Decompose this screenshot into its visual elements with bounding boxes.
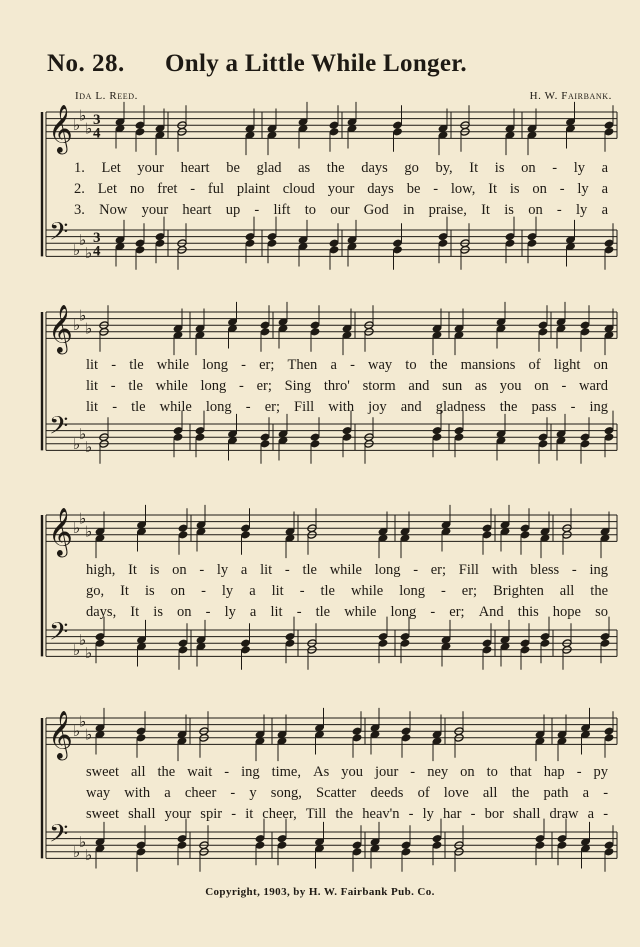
lyric-syllable: of (528, 357, 541, 373)
lyric-line (0, 160, 640, 180)
lyric-syllable: gladness (435, 399, 486, 415)
lyric-syllable: tle (315, 604, 331, 620)
lyric-syllable: - (570, 399, 576, 415)
lyric-syllable: a (587, 806, 595, 822)
lyric-syllable: - (603, 785, 609, 801)
lyric-syllable: lit (86, 399, 99, 415)
composer-credit: H. W. Fairbank. (529, 90, 612, 102)
lyric-syllable: is (149, 562, 160, 578)
flat-sign-icon: ♭ (79, 630, 87, 649)
flat-sign-icon: ♭ (85, 725, 93, 744)
flat-sign-icon: ♭ (79, 832, 87, 851)
time-signature-top: 3 (93, 112, 101, 129)
lyric-syllable: er; (264, 399, 280, 415)
lyric-syllable: with (328, 399, 355, 415)
flat-sign-icon: ♭ (79, 230, 87, 249)
lyric-syllable: time, (271, 764, 301, 780)
lyric-syllable: - (350, 357, 355, 373)
lyric-syllable: - (190, 181, 196, 197)
bass-clef-icon: 𝄢 (49, 411, 69, 447)
lyric-syllable: is (504, 202, 514, 218)
lyric-syllable: - (284, 562, 290, 578)
lyric-syllable: the (499, 399, 518, 415)
lyric-syllable: draw (549, 806, 579, 822)
lyric-syllable: - (296, 604, 302, 620)
lyric-syllable: the (511, 785, 530, 801)
lyric-syllable: long (200, 378, 227, 394)
treble-clef-icon: 𝄞 (48, 303, 73, 353)
hymn-number: No. 28. (47, 50, 125, 77)
lyric-syllable: is (145, 583, 155, 599)
lyric-syllable: while (351, 583, 384, 599)
lyric-syllable: long (399, 583, 425, 599)
lyric-syllable: ney (427, 764, 449, 780)
lyric-syllable: lit (260, 562, 273, 578)
lyric-syllable: cheer (184, 785, 217, 801)
lyric-syllable: - (199, 562, 205, 578)
lyric-syllable: be (406, 181, 421, 197)
time-signature-top: 3 (93, 230, 101, 247)
lyric-syllable: py (593, 764, 608, 780)
lyric-syllable: - (112, 399, 118, 415)
lyric-syllable: mansions (460, 357, 516, 373)
lyric-syllable: - (571, 562, 577, 578)
lyric-syllable: days (367, 181, 394, 197)
lyric-syllable: all (131, 764, 146, 780)
lyric-syllable: er; (259, 357, 275, 373)
lyric-syllable: ward (579, 378, 608, 394)
flat-sign-icon: ♭ (85, 846, 93, 865)
lyric-syllable: - (245, 399, 251, 415)
lyric-syllable: long (390, 604, 417, 620)
time-signature-bottom: 4 (93, 125, 101, 142)
lyric-syllable: tle (128, 378, 143, 394)
lyric-syllable: to (486, 764, 498, 780)
lyric-syllable: hap (543, 764, 565, 780)
bass-clef-icon: 𝄢 (49, 819, 69, 855)
lyric-syllable: a (330, 357, 337, 373)
lyric-syllable: and (408, 378, 430, 394)
lyric-syllable: - (299, 583, 305, 599)
lyric-syllable: on (528, 202, 543, 218)
lyric-syllable: - (230, 785, 236, 801)
lyric-syllable: thro' (323, 378, 350, 394)
lyric-syllable: - (603, 806, 609, 822)
lyric-syllable: ful (207, 181, 224, 197)
lyric-syllable: tle (320, 583, 335, 599)
flat-sign-icon: ♭ (73, 316, 81, 335)
flat-sign-icon: ♭ (85, 319, 93, 338)
lyric-syllable: all (559, 583, 575, 599)
lyric-line (0, 806, 640, 826)
lyric-syllable: Fill (458, 562, 479, 578)
lyric-syllable: by, (435, 160, 453, 176)
hymn-title: Only a Little While Longer. (165, 50, 467, 77)
treble-clef-icon: 𝄞 (48, 506, 73, 556)
lyric-syllable: while (156, 357, 190, 373)
lyric-syllable: this (517, 604, 539, 620)
lyric-syllable: long (374, 562, 401, 578)
flat-sign-icon: ♭ (79, 106, 87, 125)
lyric-syllable: ing (589, 562, 609, 578)
lyric-syllable: ly (573, 160, 585, 176)
lyric-syllable: a (582, 785, 590, 801)
lyric-syllable: on (532, 181, 547, 197)
lyric-syllable: jour (375, 764, 399, 780)
lyric-line (0, 604, 640, 624)
lyric-syllable: on (172, 562, 187, 578)
lyric-syllable: to (405, 357, 417, 373)
lyric-syllable: plaint (236, 181, 270, 197)
flat-sign-icon: ♭ (85, 244, 93, 263)
lyric-syllable: with (491, 562, 518, 578)
lyric-syllable: - (470, 806, 476, 822)
lyric-syllable: lit (86, 357, 99, 373)
lyric-line (0, 785, 640, 805)
lyric-syllable: Let (101, 160, 121, 176)
lyric-syllable: 3. (74, 202, 85, 218)
lyric-syllable: no (129, 181, 145, 197)
lyric-syllable: days (361, 160, 388, 176)
lyric-syllable: is (153, 604, 163, 620)
flat-sign-icon: ♭ (73, 240, 81, 259)
lyric-syllable: har (443, 806, 462, 822)
lyric-syllable: heart (180, 160, 210, 176)
lyric-syllable: a (164, 785, 171, 801)
flat-sign-icon: ♭ (85, 522, 93, 541)
lyric-syllable: sun (442, 378, 463, 394)
lyric-syllable: with (124, 785, 151, 801)
lyric-syllable: - (110, 378, 116, 394)
lyric-line (0, 378, 640, 398)
lyric-syllable: a (240, 562, 248, 578)
lyric-syllable: tle (129, 357, 144, 373)
lyric-syllable: It (128, 562, 137, 578)
lyric-syllable: 2. (74, 181, 85, 197)
lyric-syllable: ly (224, 604, 236, 620)
lyric-syllable: - (430, 604, 436, 620)
lyric-syllable: tle (302, 562, 317, 578)
lyric-syllable: - (111, 357, 117, 373)
lyric-syllable: - (561, 378, 567, 394)
lyric-syllable: way (368, 357, 393, 373)
lyric-syllable: your (327, 181, 355, 197)
lyric-syllable: as (298, 160, 311, 176)
flat-sign-icon: ♭ (73, 434, 81, 453)
lyric-syllable: a (601, 160, 609, 176)
lyric-syllable: while (329, 562, 362, 578)
lyric-syllable: bless (530, 562, 560, 578)
lyric-syllable: It (481, 202, 490, 218)
lyric-syllable: shall (513, 806, 541, 822)
lyric-syllable: ly (576, 202, 588, 218)
time-signature-bottom: 4 (93, 243, 101, 260)
lyric-syllable: fret (157, 181, 178, 197)
lyric-syllable: spir (200, 806, 223, 822)
lyric-syllable: Fill (294, 399, 315, 415)
lyric-syllable: bor (484, 806, 504, 822)
flat-sign-icon: ♭ (79, 424, 87, 443)
lyric-syllable: lift (273, 202, 291, 218)
lyric-syllable: It (120, 583, 129, 599)
lyric-syllable: deeds (370, 785, 404, 801)
lyric-syllable: your (141, 202, 169, 218)
lyric-syllable: sweet (86, 806, 120, 822)
lyric-syllable: - (410, 764, 416, 780)
flat-sign-icon: ♭ (79, 712, 87, 731)
lyric-syllable: on (593, 357, 608, 373)
lyric-syllable: Now (99, 202, 128, 218)
lyric-syllable: It (488, 181, 498, 197)
lyric-syllable: way (86, 785, 111, 801)
flat-sign-icon: ♭ (73, 640, 81, 659)
lyric-syllable: - (413, 562, 419, 578)
lyric-syllable: the (335, 806, 354, 822)
lyric-syllable: to (304, 202, 316, 218)
lyric-syllable: go (404, 160, 419, 176)
lyric-syllable: lit (270, 604, 283, 620)
lyric-syllable: As (313, 764, 330, 780)
bass-clef-icon: 𝄢 (49, 617, 69, 653)
lyric-line (0, 562, 640, 582)
lyric-syllable: tle (131, 399, 146, 415)
lyric-syllable: ly (422, 806, 434, 822)
lyric-syllable: heav'n (362, 806, 400, 822)
lyric-syllable: that (509, 764, 532, 780)
lyric-syllable: er; (449, 604, 465, 620)
lyric-syllable: on (521, 160, 536, 176)
lyric-syllable: ing (589, 399, 609, 415)
lyric-syllable: Till (305, 806, 327, 822)
lyric-syllable: Then (287, 357, 318, 373)
lyric-syllable: - (576, 764, 582, 780)
lyric-syllable: Scatter (316, 785, 357, 801)
flat-sign-icon: ♭ (73, 519, 81, 538)
lyric-syllable: - (231, 806, 237, 822)
lyric-syllable: go, (86, 583, 105, 599)
lyric-syllable: path (543, 785, 569, 801)
lyric-syllable: y (249, 785, 257, 801)
flat-sign-icon: ♭ (79, 306, 87, 325)
lyric-line (0, 764, 640, 784)
lyric-syllable: praise, (428, 202, 467, 218)
lyric-syllable: the (157, 764, 176, 780)
treble-clef-icon: 𝄞 (48, 709, 73, 759)
flat-sign-icon: ♭ (85, 644, 93, 663)
lyric-syllable: all (482, 785, 498, 801)
lyric-syllable: light (553, 357, 581, 373)
lyric-line (0, 399, 640, 419)
lyric-syllable: low, (450, 181, 476, 197)
lyric-syllable: while (155, 378, 188, 394)
lyric-line (0, 357, 640, 377)
lyric-syllable: - (224, 764, 230, 780)
lyric-syllable: - (441, 583, 446, 599)
lyric-syllable: in (403, 202, 415, 218)
lyric-syllable: - (559, 181, 565, 197)
flat-sign-icon: ♭ (79, 509, 87, 528)
lyric-syllable: ing (241, 764, 260, 780)
lyric-syllable: - (205, 604, 211, 620)
bass-clef-icon: 𝄢 (49, 217, 69, 253)
lyric-syllable: 1. (74, 160, 85, 176)
lyric-syllable: a (249, 604, 257, 620)
copyright-notice: Copyright, 1903, by H. W. Fairbank Pub. Co. (205, 886, 435, 898)
lyricist-credit: Ida L. Reed. (75, 90, 139, 102)
lyric-syllable: it (245, 806, 254, 822)
lyric-syllable: a (249, 583, 256, 599)
treble-clef-icon: 𝄞 (48, 103, 73, 153)
lyric-syllable: song, (270, 785, 302, 801)
lyric-syllable: on (534, 378, 549, 394)
flat-sign-icon: ♭ (73, 842, 81, 861)
lyric-syllable: er; (256, 378, 272, 394)
lyric-syllable: a (601, 181, 609, 197)
lyric-syllable: the (590, 583, 609, 599)
lyric-syllable: our (330, 202, 350, 218)
lyric-syllable: so (595, 604, 608, 620)
lyric-syllable: storm (362, 378, 396, 394)
lyric-syllable: - (552, 160, 558, 176)
flat-sign-icon: ♭ (73, 722, 81, 741)
lyric-syllable: you (341, 764, 363, 780)
lyric-syllable: er; (430, 562, 446, 578)
lyric-syllable: while (159, 399, 192, 415)
lyric-syllable: you (499, 378, 522, 394)
lyric-syllable: It (130, 604, 140, 620)
lyric-syllable: ly (577, 181, 589, 197)
lyric-syllable: Brighten (493, 583, 544, 599)
lyric-syllable: long (205, 399, 232, 415)
lyric-line (0, 202, 640, 222)
lyric-line (0, 583, 640, 603)
lyric-syllable: - (241, 357, 246, 373)
lyric-syllable: is (509, 181, 520, 197)
lyric-line (0, 181, 640, 201)
lyric-syllable: love (443, 785, 469, 801)
lyric-syllable: It (469, 160, 479, 176)
lyric-syllable: a (601, 202, 609, 218)
lyric-syllable: while (344, 604, 377, 620)
lyric-syllable: er; (461, 583, 478, 599)
lyric-syllable: - (433, 181, 439, 197)
flat-sign-icon: ♭ (85, 119, 93, 138)
lyric-syllable: - (254, 202, 260, 218)
lyric-syllable: ly (216, 562, 229, 578)
lyric-syllable: lit (86, 378, 99, 394)
lyric-syllable: God (363, 202, 389, 218)
flat-sign-icon: ♭ (73, 116, 81, 135)
lyric-syllable: on (460, 764, 475, 780)
lyric-syllable: heart (182, 202, 212, 218)
lyric-syllable: Let (97, 181, 118, 197)
lyric-syllable: cheer, (262, 806, 297, 822)
lyric-syllable: - (408, 806, 414, 822)
flat-sign-icon: ♭ (85, 438, 93, 457)
lyric-syllable: - (201, 583, 206, 599)
lyric-syllable: shall (128, 806, 156, 822)
lyric-syllable: ly (221, 583, 234, 599)
lyric-syllable: And (478, 604, 504, 620)
lyric-syllable: as (474, 378, 487, 394)
lyric-syllable: be (226, 160, 240, 176)
lyric-syllable: hope (552, 604, 581, 620)
lyric-syllable: cloud (282, 181, 315, 197)
lyric-syllable: - (239, 378, 244, 394)
lyric-syllable: lit (271, 583, 284, 599)
lyric-syllable: the (326, 160, 345, 176)
lyric-syllable: wait (187, 764, 213, 780)
lyric-syllable: long (202, 357, 228, 373)
lyric-syllable: the (429, 357, 448, 373)
lyric-syllable: on (170, 583, 186, 599)
lyric-syllable: sweet (86, 764, 120, 780)
lyric-syllable: your (164, 806, 192, 822)
lyric-syllable: pass (531, 399, 557, 415)
lyric-syllable: glad (256, 160, 282, 176)
lyric-syllable: - (556, 202, 562, 218)
lyric-syllable: your (137, 160, 164, 176)
lyric-syllable: is (494, 160, 505, 176)
lyric-syllable: and (400, 399, 422, 415)
lyric-syllable: of (417, 785, 430, 801)
lyric-syllable: on (177, 604, 192, 620)
lyric-syllable: up (225, 202, 241, 218)
lyric-syllable: days, (86, 604, 117, 620)
lyric-syllable: high, (86, 562, 116, 578)
lyric-syllable: Sing (284, 378, 312, 394)
lyric-syllable: joy (368, 399, 387, 415)
